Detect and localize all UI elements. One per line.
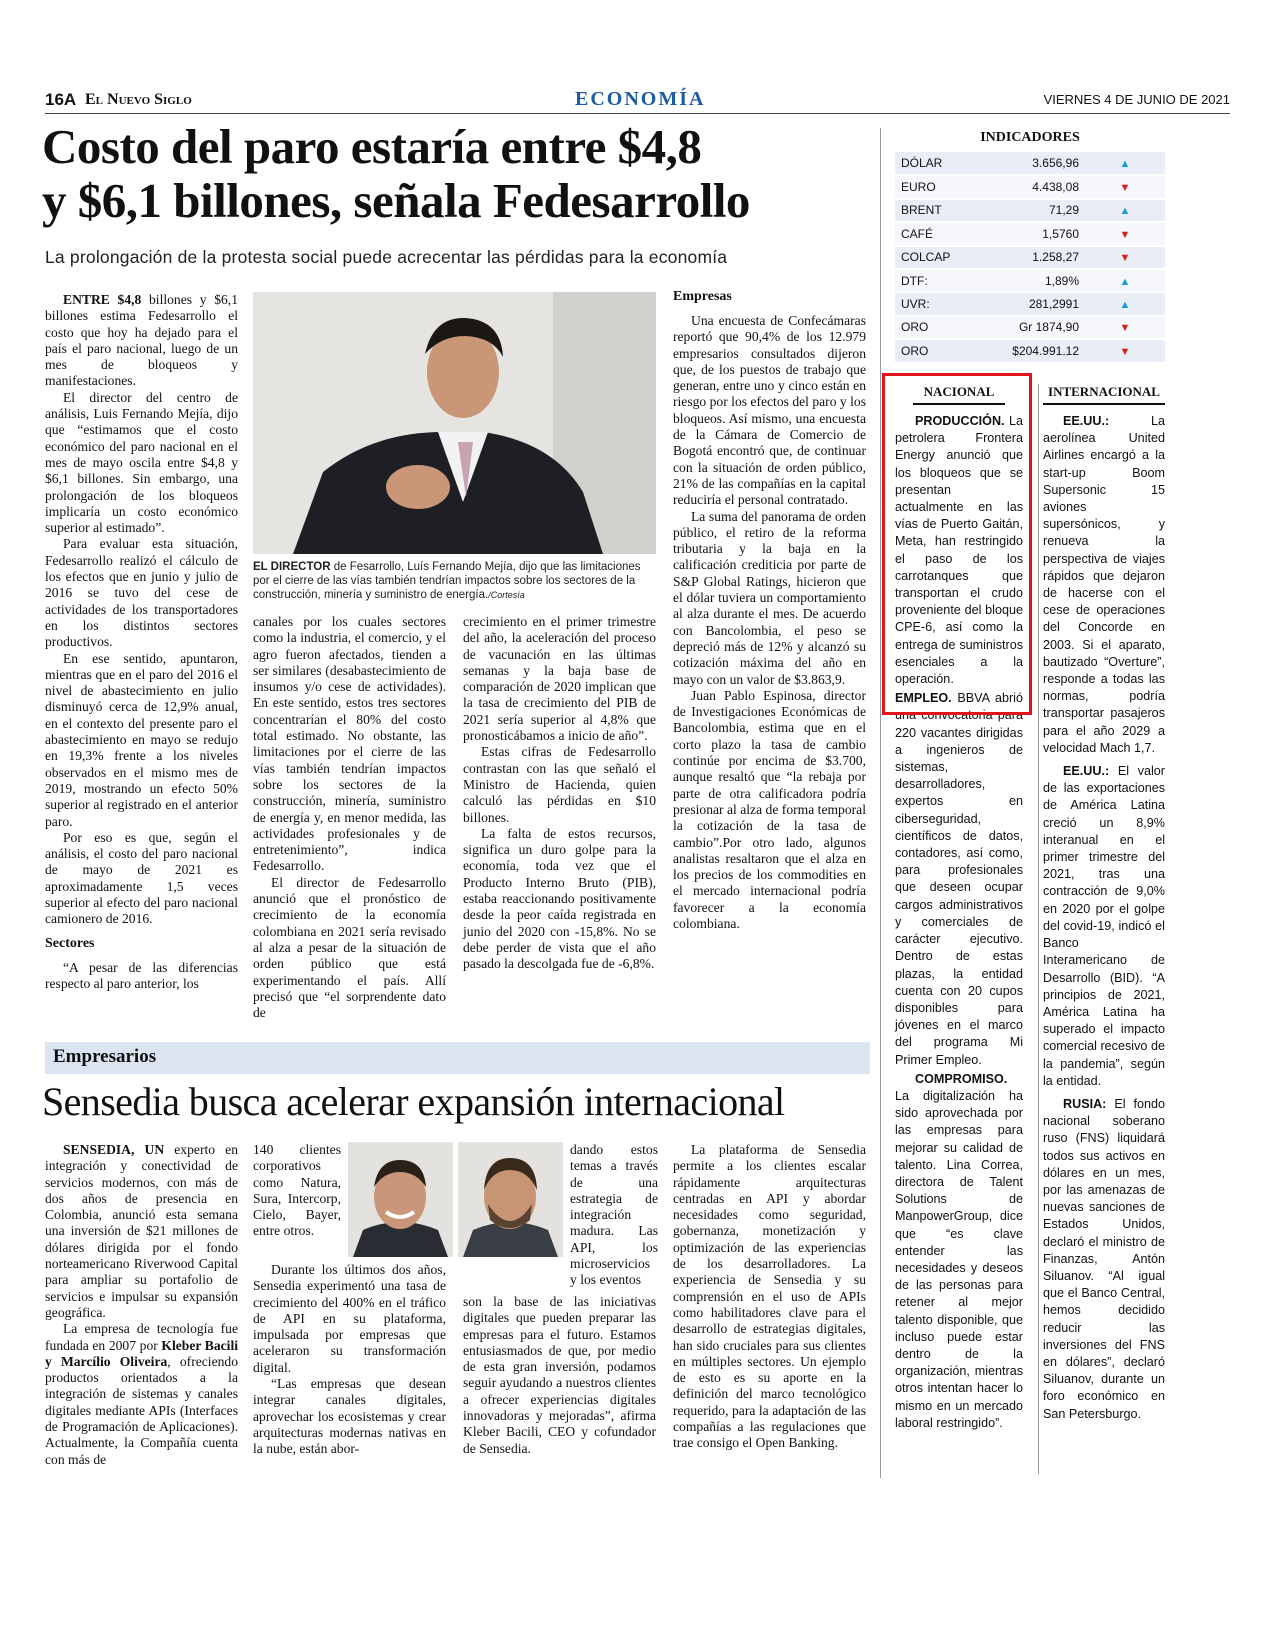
brief-text: La aerolínea United Airlines encargó a la start-up Boom Supersonic 15 aviones supersónicos, y renueva la perspectiva de viajes rápidos que dejaron de hacerse con el cese de operaciones del Concorde en 2003. Si el aparato, bautizado “Overture”, responde a todas las normas, podría transportar pasajeros para el año 2029 a velocidad Mach 1,7. (1043, 414, 1165, 755)
trend-down-icon: ▼ (1119, 345, 1131, 358)
paragraph: son la base de las iniciativas digitales que pueden preparar las empresas para el futuro. Estamos entusiasmados de que, por medio de esta gran inversión, podamos seguir ayudando a nuestros clientes a ofrecer experiencias digitales innovadoras y mejoradas”, afirma Kleber Bacili, CEO y cofundador de Sensedia. (463, 1294, 656, 1456)
trend-cell (1085, 222, 1165, 245)
article-subheadline: La prolongación de la protesta social puede acrecentar las pérdidas para la economía (45, 247, 728, 267)
indicator-name: DTF: (895, 269, 975, 292)
paragraph: “A pesar de las diferencias respecto al paro anterior, los (45, 959, 238, 991)
paragraph: Una encuesta de Confecámaras reportó que 90,4% de los 12.979 empresarios consultados dijeron que, de los puestos de trabajo que generan, entre uno y cinco están en riesgo por los efectos del paro y los bloqueos. Así mismo, una encuesta de la Cámara de Comercio de Bogotá encontró que, de continuar con la situación de orden público, 21% de las compañías en la capital reduciría el personal contratado. (673, 313, 866, 508)
paragraph: Por eso es que, según el análisis, el costo del paro nacional de mayo de 2021 es aproximadamente 1,5 veces superior al efecto del paro nacional camionero de 2016. (45, 829, 238, 927)
brief-text: La petrolera Frontera Energy anunció que los bloqueos que se presentan actualmente en las vías de Puerto Gaitán, Meta, han restringido el paso de los carrotanques que transportan el crudo proveniente del bloque CPE-6, así como la entrega de suministros esenciales a la operación. (895, 414, 1023, 687)
caption-lead: EL DIRECTOR (253, 561, 331, 573)
trend-cell (1085, 199, 1165, 222)
nacional-title: NACIONAL (913, 384, 1005, 405)
paragraph: Juan Pablo Espinosa, director de Investigaciones Económicas de Bancolombia, estima que en el corto plazo la tasa de cambio continúe por encima de $3.700, aunque resaltó que “la rebaja por parte de otra calificadora podría presionar al alza de forma temporal la cotización de la tasa de cambio”.Por otro lado, algunos analistas resaltaron que el alza en los precios de los commodities en el mercado internacional podría favorecer a la economía colombiana. (673, 687, 866, 931)
paragraph-part: , ofreciendo productos orientados a la integración de sistemas y canales digitales mediante APIs (Interfaces de Programación de Aplicaciones). Actualmente, la Compañía cuenta con más de (45, 1353, 238, 1467)
lead-in: SENSEDIA, UN (63, 1142, 165, 1157)
trend-down-icon: ▼ (1119, 228, 1131, 241)
indicator-row (895, 222, 1165, 245)
trend-cell (1085, 246, 1165, 269)
article1-column-1 (45, 292, 238, 992)
portrait-kleber-bacili (348, 1142, 453, 1257)
indicators-title: INDICADORES (980, 130, 1080, 145)
paragraph: crecimiento en el primer trimestre del año, la aceleración del proceso de vacunación en las últimas semanas y la baja base de comparación de 2020 implican que la tasa de crecimiento del PIB de 2021 sería superior al 4,8% que pronosticábamos a inicio de año”. (463, 614, 656, 744)
article1-column-3 (463, 614, 656, 973)
brief-lead: PRODUCCIÓN. (915, 414, 1005, 428)
article1-column-4 (673, 287, 866, 932)
indicator-name: CAFÉ (895, 222, 975, 245)
portrait-marcilio-oliveira (458, 1142, 563, 1257)
trend-cell (1085, 292, 1165, 315)
paragraph: En ese sentido, apuntaron, mientras que en el paro del 2016 el nivel de abastecimiento en julio disminuyó cerca de 12,9% anual, en el contexto del presente paro el abastecimiento en mayo se redujo en 19,3% frente a los niveles observados en el mismo mes de 2019, mostrando un efecto 50% superior al registrado en el anterior paro. (45, 650, 238, 829)
paragraph: La plataforma de Sensedia permite a los clientes escalar rápidamente arquitecturas centradas en API y abordar necesidades como seguridad, gobernanza, monetización y optimización de las experiencias de los desarrolladores. La experiencia de Sensedia y su comprensión en el uso de APIs como habilitadores clave para el desarrollo de estrategias digitales, han sido cruciales para sus clientes en múltiples sectores. Un ejemplo de esto es su aporte en la definición del marco tecnológico requerido, para la adaptación de las compañías a las regulaciones que trae consigo el Open Banking. (673, 1142, 866, 1451)
indicator-name: ORO (895, 316, 975, 339)
internacional-briefs (1043, 413, 1165, 1423)
brief-text: La digitalización ha sido aprovechada por las empresas para mejorar su calidad de talento. Lina Correa, directora de Talent Solutions de ManpowerGroup, dice que “es clave entender las necesidades y deseos de las personas para retener al mejor talento disponible, que incluso puede estar dentro de la organización, mientras otros intentan hacer lo mismo en un mercado laboral restringido”. (895, 1088, 1023, 1430)
subhead-sectores: Sectores (45, 935, 95, 951)
section-name: ECONOMÍA (575, 88, 706, 110)
issue-date: VIERNES 4 DE JUNIO DE 2021 (1043, 92, 1230, 107)
trend-up-icon: ▲ (1119, 205, 1131, 218)
highlight-box (882, 373, 1032, 715)
indicator-name: BRENT (895, 199, 975, 222)
indicator-value: 1,5760 (975, 222, 1085, 245)
indicator-row (895, 269, 1165, 292)
trend-down-icon: ▼ (1119, 182, 1131, 195)
paragraph: Estas cifras de Fedesarrollo contrastan con las que señaló el Ministro de Hacienda, quien calculó las pérdidas en $10 billones. (463, 744, 656, 825)
indicator-value: 1,89% (975, 269, 1085, 292)
paragraph: El director de Fedesarrollo anunció que el pronóstico de crecimiento de la economía colombiana en 2021 sería revisado al alza a pesar de la situación de orden público que está experimentando el país. Allí precisó que “el sorprendente dato de (253, 874, 446, 1021)
portrait-illustration (253, 292, 656, 554)
paragraph: dando estos temas a través de una estrategia de integración madura. Las API, los microservicios y los eventos (570, 1142, 658, 1288)
subhead-empresas: Empresas (673, 289, 732, 304)
page-number: 16A (45, 90, 77, 109)
paragraph: experto en integración y conectividad de servicios modernos, con más de dos años de presencia en Colombia, anunció esta semana una inversión de $21 millones de dólares dirigida por el fondo norteamericano Riverwood Capital para ampliar su portafolio de servicios e impulsar su expansión geográfica. (45, 1142, 238, 1320)
article2-column-3-narrow (570, 1142, 658, 1289)
article2-column-3 (463, 1294, 656, 1457)
article2-column-4 (673, 1142, 866, 1452)
indicator-value: $204.991.12 (975, 339, 1085, 362)
brief-text: El fondo nacional soberano ruso (FNS) liquidará todos sus activos en dólares en un mes, por las amenazas de nuevas sanciones de Estados Unidos, declaró el ministro de Finanzas, Antón Siluanov. “Al igual que el Banco Central, hemos decidido reducir las inversiones del FNS en dólares”, declaró Siluanov, durante un foro económico en San Petersburgo. (1043, 1096, 1165, 1421)
paragraph-part: La empresa de tecnología fue fundada en 2007 por (45, 1321, 238, 1353)
paragraph: billones y $6,1 billones estima Fedesarrollo el costo que hoy ha dejado para el país el paro nacional, luego de un mes de bloqueos y manifestaciones. (45, 292, 238, 389)
indicator-value: 3.656,96 (975, 152, 1085, 175)
indicator-value: 71,29 (975, 199, 1085, 222)
trend-cell (1085, 152, 1165, 175)
brief-text: BBVA abrió una convocatoria para 220 vacantes dirigidas a ingenieros de sistemas, desarrolladores, expertos en ciberseguridad, científicos de datos, contadores, así como, para profesionales que deseen ocupar cargos administrativos y comerciales de carácter ejecutivo. Dentro de estas plazas, la entidad cuenta con 20 cupos disponibles para jóvenes en el marco del programa Mi Primer Empleo. (895, 691, 1023, 1067)
indicator-value: 4.438,08 (975, 175, 1085, 198)
indicator-value: 1.258,27 (975, 246, 1085, 269)
indicator-row (895, 339, 1165, 362)
lead-in: ENTRE $4,8 (63, 292, 142, 307)
portrait-illustration (458, 1142, 563, 1257)
trend-cell (1085, 316, 1165, 339)
trend-cell (1085, 269, 1165, 292)
indicator-row (895, 246, 1165, 269)
brief-lead: EMPLEO. (895, 691, 952, 706)
director-photo (253, 292, 656, 554)
paragraph: La falta de estos recursos, significa un duro golpe para la economía, toda vez que el Producto Interno Bruto (PIB), estaba reaccionando positivamente desde la peor caída registrada en junio del 2020 con -15,8%. No se debe perder de vista que el año pasado la descolgada fue de -6,8%. (463, 825, 656, 972)
article2-headline: Sensedia busca acelerar expansión internacional (42, 1079, 785, 1124)
indicators-box (895, 130, 1165, 364)
brief-lead: EE.UU.: (1063, 764, 1110, 779)
article2-column-1 (45, 1142, 238, 1468)
article-headline (42, 120, 872, 228)
indicator-name: COLCAP (895, 246, 975, 269)
trend-up-icon: ▲ (1119, 275, 1131, 288)
paragraph: Durante los últimos dos años, Sensedia experimentó una tasa de crecimiento del 400% en el tráfico de API en su plataforma, impulsada por empresas que aceleraron su transformación digital. (253, 1262, 446, 1375)
trend-cell (1085, 175, 1165, 198)
article2-column-2 (253, 1262, 446, 1458)
brief-lead: RUSIA: (1063, 1096, 1107, 1111)
indicator-row (895, 152, 1165, 175)
portrait-illustration (348, 1142, 453, 1257)
trend-down-icon: ▼ (1119, 252, 1131, 265)
brief-text: El valor de las exportaciones de América Latina creció un 8,9% interanual en el primer trimestre del 2021, tras una contracción de 9,0% en 2020 por el golpe del covid-19, indicó el Banco Interamericano de Desarrollo (BID). “A principios de 2021, América Latina ha superado el impacto comercial recesivo de la pandemia”, según la entidad. (1043, 764, 1165, 1088)
indicator-value: 281,2991 (975, 292, 1085, 315)
article2-column-2-narrow (253, 1142, 341, 1240)
headline-line-2: y $6,1 billones, señala Fedesarrollo (42, 173, 750, 228)
caption-text: de Fesarrollo, Luís Fernando Mejía, dijo que las limitaciones por el cierre de las vías también tendrían impactos sobre los sectores de la construcción, minería y suministro de energía. (253, 561, 641, 601)
internacional-title: INTERNACIONAL (1043, 384, 1165, 405)
trend-cell (1085, 339, 1165, 362)
internacional-column (1043, 384, 1165, 1423)
section-band (45, 1042, 870, 1074)
headline-line-1: Costo del paro estaría entre $4,8 (42, 119, 702, 174)
indicator-row (895, 175, 1165, 198)
column-divider (880, 128, 881, 1478)
founders: Kleber Bacili y Marcílio Oliveira (45, 1337, 238, 1369)
paragraph: 140 clientes corporativos como Natura, Sura, Intercorp, Cielo, Bayer, entre otros. (253, 1142, 341, 1239)
paragraph: canales por los cuales sectores como la industria, el comercio, y el agro fueron afectados, tienden a ser similares (desabastecimiento de insumos y/o cese de actividades). En este sentido, estos tres sectores concentrarían el 80% del costo total estimado. No obstante, las limitaciones por el cierre de las vías también tendrían impactos sobre los sectores de la construcción, minería, suministro de energía y, en menor medida, las actividades profesionales y de entretenimiento”, indica Fedesarrollo. (253, 614, 446, 874)
indicator-row (895, 199, 1165, 222)
brief-lead: COMPROMISO. (915, 1071, 1008, 1086)
photo-caption (253, 560, 658, 602)
indicator-name: EURO (895, 175, 975, 198)
indicator-row (895, 316, 1165, 339)
trend-up-icon: ▲ (1119, 299, 1131, 312)
trend-up-icon: ▲ (1119, 158, 1131, 171)
indicator-name: UVR: (895, 292, 975, 315)
article1-column-2 (253, 614, 446, 1021)
brief-lead: EE.UU.: (1063, 414, 1110, 428)
trend-down-icon: ▼ (1119, 322, 1131, 335)
indicator-name: DÓLAR (895, 152, 975, 175)
page-header (45, 90, 1230, 114)
column-divider (1038, 384, 1039, 1474)
newspaper-name: El Nuevo Siglo (85, 91, 192, 108)
indicators-table (895, 152, 1165, 364)
indicator-value: Gr 1874,90 (975, 316, 1085, 339)
paragraph: “Las empresas que desean integrar canales digitales, aprovechar los ecosistemas y crear arquitecturas modernas nativas en la nube, están abor- (253, 1376, 446, 1457)
paragraph: La suma del panorama de orden público, el retiro de la reforma tributaria y la baja en la calificación crediticia por parte de S&P Global Ratings, hicieron que el dólar tuviera un comportamiento al alza durante el mes. De acuerdo con Bancolombia, el peso se depreció más de 12% y alcanzó su cotización máxima del año en mayo con un valor de $3.863,9. (673, 508, 866, 687)
paragraph: El director del centro de análisis, Luis Fernando Mejía, dijo que “estimamos que el costo económico del paro nacional en el mes de mayo oscila entre $4,8 y $6,1 billones. Sin embargo, una prolongación de los bloqueos implicaría un costo económico superior al estimado”. (45, 389, 238, 536)
paragraph: Para evaluar esta situación, Fedesarrollo realizó el cálculo de los efectos que en junio y julio de 2016 se tuvo del cese de actividades de los transportadores en los distintos sectores productivos. (45, 536, 238, 650)
indicator-name: ORO (895, 339, 975, 362)
indicator-row (895, 292, 1165, 315)
photo-credit: /Cortesía (488, 590, 525, 600)
band-label: Empresarios (53, 1046, 157, 1067)
